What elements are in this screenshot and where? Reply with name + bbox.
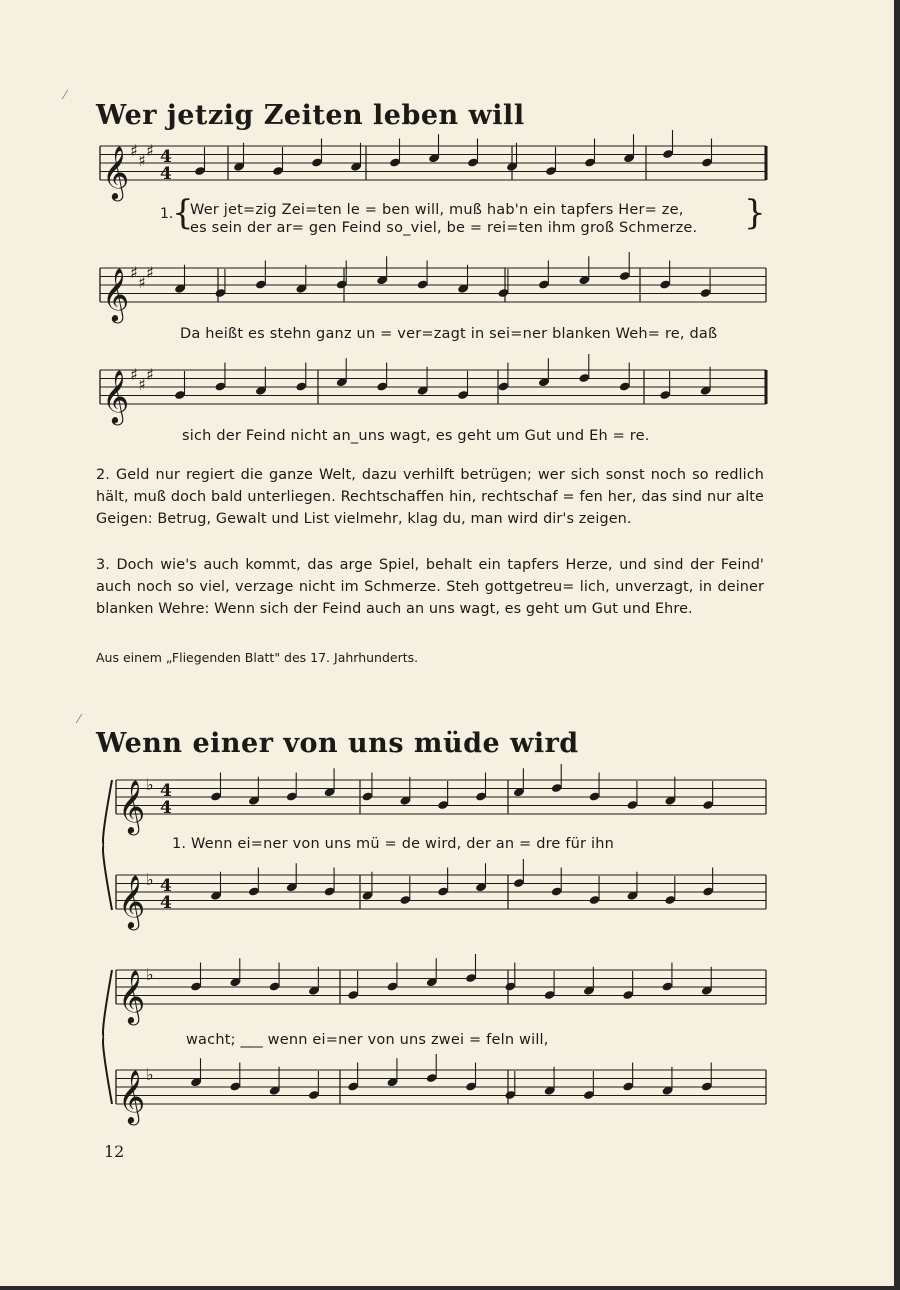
lyric-brace-right: }: [744, 193, 766, 233]
pencil-mark: ⁄: [78, 712, 81, 726]
sharp-sign: ♯: [138, 151, 146, 170]
sharp-sign: ♯: [146, 263, 154, 282]
treble-clef: 𝄞: [102, 145, 130, 199]
treble-clef: 𝄞: [118, 969, 146, 1023]
flat-sign: ♭: [146, 775, 154, 794]
song1-verse3: 3. Doch wie's auch kommt, das arge Spiel, behalt ein tapfers Herze, und sind der Feind' auch noch so viel, verzage nicht im Schmerze. Steh gottgetreu= lich, unverzagt, in deiner blanken Wehre: Wenn sich der Feind auch an uns wagt, es geht um Gut und Ehre.: [96, 557, 764, 617]
verse-label: 1.: [160, 206, 174, 222]
sharp-sign: ♯: [146, 365, 154, 384]
song2-lyric-line2: wacht; ___ wenn ei=ner von uns zwei = feln will,: [186, 1032, 549, 1048]
sharp-sign: ♯: [130, 365, 138, 384]
song1-source: Aus einem „Fliegenden Blatt" des 17. Jahrhunderts.: [96, 650, 419, 665]
page-number: 12: [104, 1142, 125, 1161]
song1-verse2: 2. Geld nur regiert die ganze Welt, dazu verhilft betrügen; wer sich sonst noch so redlich hält, muß doch bald unterliegen. Rechtschaffen hin, rechtschaf = fen her, das sind nur alte Geigen: Betrug, Gewalt und List vielmehr, klag du, man wird dir's zeigen.: [96, 467, 764, 527]
time-signature-bottom: 4: [160, 798, 172, 818]
song1-title: Wer jetzig Zeiten leben will: [96, 100, 525, 131]
sharp-sign: ♯: [130, 263, 138, 282]
treble-clef: 𝄞: [118, 874, 146, 928]
song1-lyric-line1a: Wer jet=zig Zei=ten le = ben will, muß hab'n ein tapfers Her= ze,: [190, 202, 684, 218]
sharp-sign: ♯: [146, 141, 154, 160]
system-brace: [103, 780, 112, 910]
treble-clef: 𝄞: [118, 1069, 146, 1123]
song1-lyric-line2: Da heißt es stehn ganz un = ver=zagt in sei=ner blanken Weh= re, daß: [180, 326, 718, 342]
treble-clef: 𝄞: [118, 779, 146, 833]
song1-lyric-line3: sich der Feind nicht an_uns wagt, es geht um Gut und Eh = re.: [182, 428, 650, 444]
pencil-mark: ⁄: [64, 88, 67, 102]
staves: [100, 141, 766, 1125]
sharp-sign: ♯: [130, 141, 138, 160]
time-signature-top: 4: [160, 781, 172, 801]
time-signature-bottom: 4: [160, 164, 172, 184]
treble-clef: 𝄞: [102, 369, 130, 423]
treble-clef: 𝄞: [102, 267, 130, 321]
time-signature-top: 4: [160, 147, 172, 167]
sharp-sign: ♯: [138, 375, 146, 394]
lyric-brace-left: {: [172, 193, 194, 233]
flat-sign: ♭: [146, 1065, 154, 1084]
sharp-sign: ♯: [138, 273, 146, 292]
song2-lyric-line1: 1. Wenn ei=ner von uns mü = de wird, der an = dre für ihn: [172, 836, 615, 852]
flat-sign: ♭: [146, 870, 154, 889]
flat-sign: ♭: [146, 965, 154, 984]
system-brace: [103, 970, 112, 1104]
song2-title: Wenn einer von uns müde wird: [96, 728, 579, 759]
song1-lyric-line1b: es sein der ar= gen Feind so_viel, be = rei=ten ihm groß Schmerze.: [190, 220, 698, 236]
time-signature-bottom: 4: [160, 893, 172, 913]
time-signature-top: 4: [160, 876, 172, 896]
